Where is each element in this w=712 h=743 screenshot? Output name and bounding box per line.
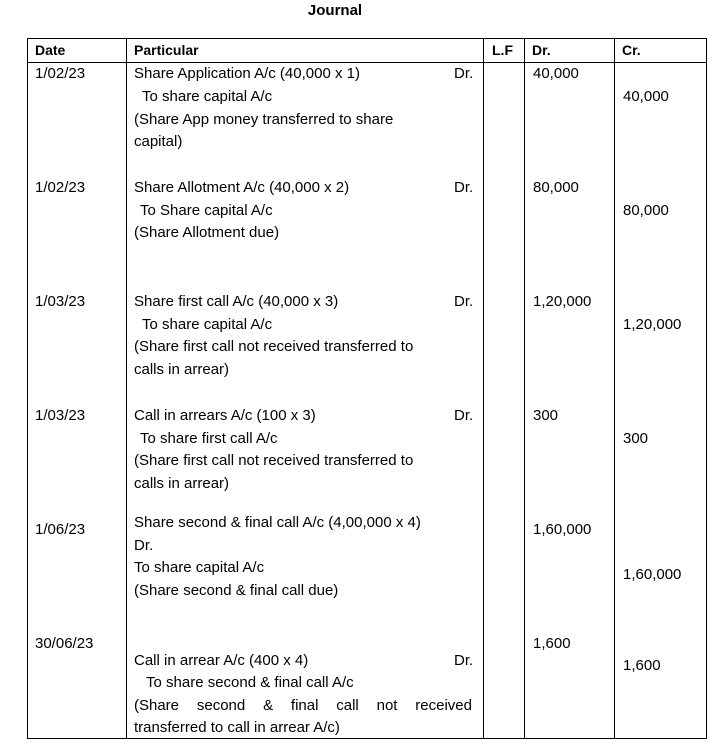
header-lf: L.F <box>492 42 513 58</box>
entry-debit-account: Share first call A/c (40,000 x 3) <box>134 293 339 310</box>
entry-dr-mark: Dr. <box>454 179 474 196</box>
entry-debit-account: Share Allotment A/c (40,000 x 2) <box>134 179 350 196</box>
entry-cr-amount: 80,000 <box>623 202 669 219</box>
entry-dr-mark: Dr. <box>454 407 474 424</box>
entry-credit-account: To share first call A/c <box>140 430 278 447</box>
header-date: Date <box>35 42 66 58</box>
column-divider <box>524 39 525 738</box>
entry-narration: (Share first call not received transferred to <box>134 338 414 355</box>
entry-credit-account: To share capital A/c <box>142 88 273 105</box>
entry-narration: capital) <box>134 133 183 150</box>
entry-cr-amount: 1,600 <box>623 657 661 674</box>
entry-date: 1/02/23 <box>35 179 86 196</box>
entry-dr-amount: 300 <box>533 407 559 424</box>
entry-dr-mark: Dr. <box>134 537 154 554</box>
entry-narration: (Share second & final call not received <box>134 697 472 714</box>
entry-cr-amount: 1,20,000 <box>623 316 682 333</box>
entry-dr-mark: Dr. <box>454 65 474 82</box>
column-divider <box>483 39 484 738</box>
entry-dr-amount: 1,20,000 <box>533 293 592 310</box>
entry-narration: (Share first call not received transferred to <box>134 452 414 469</box>
entry-debit-account: Call in arrear A/c (400 x 4) <box>134 652 309 669</box>
entry-dr-mark: Dr. <box>454 293 474 310</box>
column-divider <box>126 39 127 738</box>
entry-narration: (Share Allotment due) <box>134 224 280 241</box>
entry-credit-account: To share capital A/c <box>134 559 265 576</box>
header-cr: Cr. <box>622 42 641 58</box>
entry-cr-amount: 300 <box>623 430 649 447</box>
entry-narration: calls in arrear) <box>134 361 230 378</box>
entry-credit-account: To share second & final call A/c <box>146 674 354 691</box>
entry-debit-account: Call in arrears A/c (100 x 3) <box>134 407 316 424</box>
journal-table <box>27 38 707 739</box>
entry-dr-amount: 1,60,000 <box>533 521 592 538</box>
header-dr: Dr. <box>532 42 551 58</box>
entry-dr-amount: 40,000 <box>533 65 579 82</box>
entry-cr-amount: 40,000 <box>623 88 669 105</box>
entry-narration: calls in arrear) <box>134 475 230 492</box>
entry-credit-account: To Share capital A/c <box>140 202 273 219</box>
entry-date: 1/03/23 <box>35 293 86 310</box>
entry-cr-amount: 1,60,000 <box>623 566 682 583</box>
page-title: Journal <box>307 2 363 19</box>
entry-debit-account: Share second & final call A/c (4,00,000 x 4) <box>134 514 421 531</box>
column-divider <box>614 39 615 738</box>
entry-date: 30/06/23 <box>35 635 94 652</box>
entry-credit-account: To share capital A/c <box>142 316 273 333</box>
entry-dr-amount: 1,600 <box>533 635 571 652</box>
entry-narration: transferred to call in arrear A/c) <box>134 719 340 736</box>
entry-narration: (Share App money transferred to share <box>134 111 394 128</box>
entry-date: 1/06/23 <box>35 521 86 538</box>
header-divider <box>28 62 706 63</box>
entry-debit-account: Share Application A/c (40,000 x 1) <box>134 65 360 82</box>
header-particular: Particular <box>134 42 199 58</box>
entry-date: 1/03/23 <box>35 407 86 424</box>
entry-dr-mark: Dr. <box>454 652 474 669</box>
entry-date: 1/02/23 <box>35 65 86 82</box>
entry-dr-amount: 80,000 <box>533 179 579 196</box>
entry-narration: (Share second & final call due) <box>134 582 339 599</box>
